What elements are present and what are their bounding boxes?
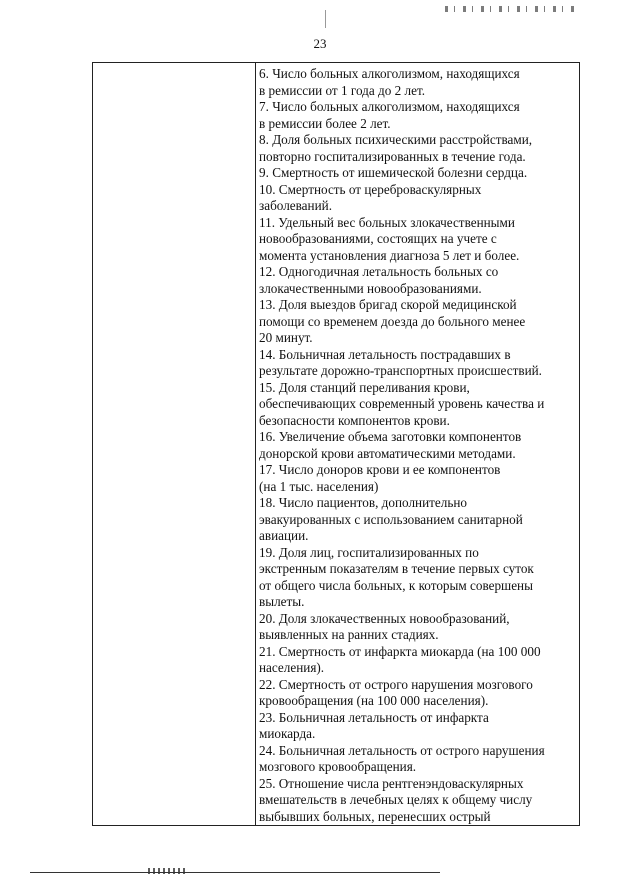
page-number: 23 <box>313 36 327 51</box>
text-line: экстренным показателям в течение первых суток <box>259 561 534 576</box>
text-line: 13. Доля выездов бригад скорой медицинской <box>259 297 517 312</box>
text-line: 23. Больничная летальность от инфаркта <box>259 709 489 725</box>
text-line: (на 1 тыс. населения) <box>259 478 379 494</box>
text-line: 19. Доля лиц, госпитализированных по <box>259 544 479 560</box>
text-line: 20. Доля злокачественных новообразований, <box>259 610 510 626</box>
text-line: повторно госпитализированных в течение года. <box>259 148 526 164</box>
text-line: заболеваний. <box>259 198 333 213</box>
text-line: помощи со временем доезда до больного менее <box>259 313 526 329</box>
text-line: населения). <box>259 660 325 675</box>
text-line: 7. Число больных алкоголизмом, находящихся <box>259 99 520 114</box>
column-divider <box>255 63 256 825</box>
text-line: в ремиссии более 2 лет. <box>259 115 391 131</box>
text-line: 11. Удельный вес больных злокачественными <box>259 214 515 230</box>
text-line: кровообращения (на 100 000 населения). <box>259 693 489 708</box>
text-line: 9. Смертность от ишемической болезни сердца. <box>259 165 528 180</box>
text-line: обеспечивающих современный уровень качества и <box>259 396 545 411</box>
text-line: 24. Больничная летальность от острого нарушения <box>259 742 545 758</box>
text-line: злокачественными новообразованиями. <box>259 280 482 296</box>
text-line: миокарда. <box>259 726 316 741</box>
scan-artifact-tick <box>325 10 326 28</box>
text-line: 15. Доля станций переливания крови, <box>259 379 470 395</box>
bottom-rule <box>30 872 440 873</box>
text-line: в ремиссии от 1 года до 2 лет. <box>259 82 426 98</box>
text-line: от общего числа больных, к которым совершены <box>259 577 533 593</box>
text-line: 8. Доля больных психическими расстройствами, <box>259 132 533 147</box>
text-line: выявленных на ранних стадиях. <box>259 627 439 642</box>
text-line: 18. Число пациентов, дополнительно <box>259 495 468 510</box>
text-line: вылеты. <box>259 594 305 609</box>
scan-artifact-bottom <box>148 868 188 874</box>
text-line: 25. Отношение числа рентгенэндоваскулярных <box>259 775 524 791</box>
text-line: эвакуированных с использованием санитарной <box>259 511 523 527</box>
text-line: 20 минут. <box>259 330 313 345</box>
table-right-cell <box>259 66 579 825</box>
text-line: 6. Число больных алкоголизмом, находящихся <box>259 66 520 81</box>
text-line: 10. Смертность от цереброваскулярных <box>259 181 482 197</box>
text-line: момента установления диагноза 5 лет и более. <box>259 247 520 263</box>
text-line: 12. Одногодичная летальность больных со <box>259 264 499 279</box>
text-line: 14. Больничная летальность пострадавших в <box>259 346 511 362</box>
text-line: новообразованиями, состоящих на учете с <box>259 231 497 246</box>
text-line: 17. Число доноров крови и ее компонентов <box>259 462 501 477</box>
text-line: вмешательств в лечебных целях к общему числу <box>259 792 533 807</box>
text-line: безопасности компонентов крови. <box>259 412 450 428</box>
text-line: авиации. <box>259 528 309 543</box>
text-line: 21. Смертность от инфаркта миокарда (на 100 000 <box>259 643 541 659</box>
text-line: 16. Увеличение объема заготовки компонентов <box>259 429 522 444</box>
text-line: выбывших больных, перенесших острый <box>259 808 491 824</box>
text-line: донорской крови автоматическими методами. <box>259 445 516 461</box>
text-line: мозгового кровообращения. <box>259 759 417 774</box>
document-table <box>92 62 580 826</box>
text-line: 22. Смертность от острого нарушения мозгового <box>259 676 533 692</box>
scan-artifact-top <box>445 6 575 12</box>
text-line: результате дорожно-транспортных происшествий. <box>259 363 542 378</box>
